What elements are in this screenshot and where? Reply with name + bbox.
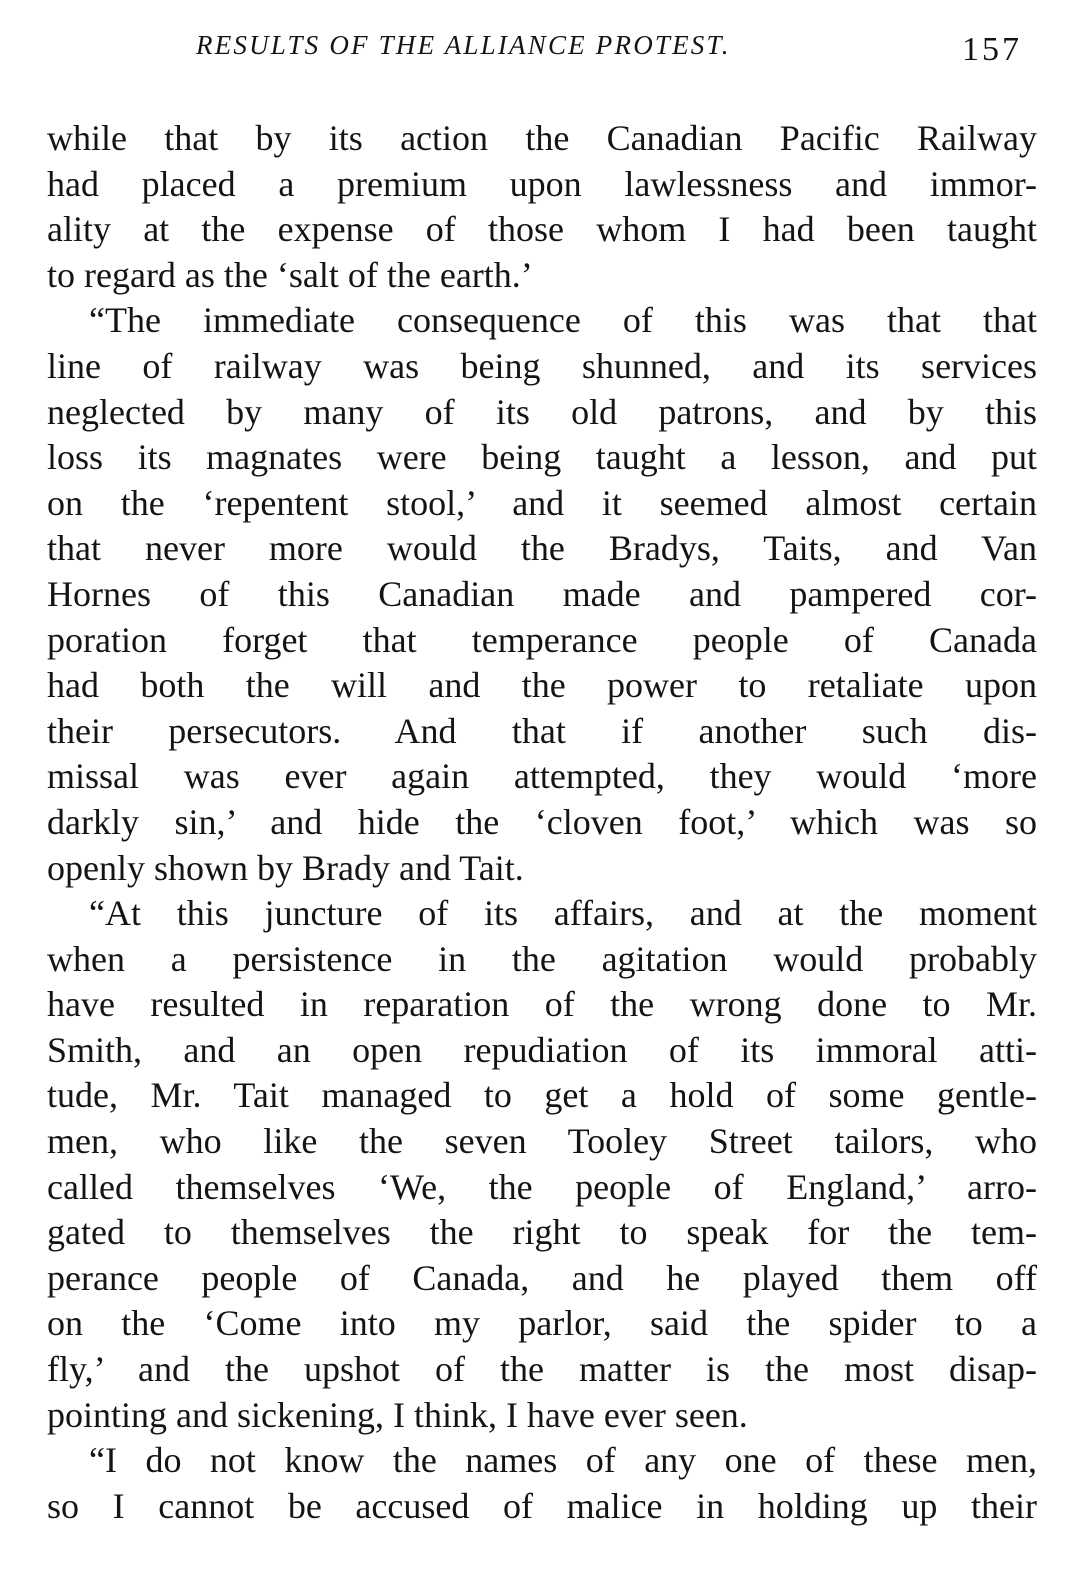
text-line: gated to themselves the right to speak for the tem-: [47, 1212, 1037, 1253]
text-line: when a persistence in the agitation would probably: [47, 938, 1037, 979]
text-line: had both the will and the power to retaliate upon: [47, 665, 1037, 706]
text-line: ality at the expense of those whom I had been taught: [47, 209, 1037, 250]
text-line: while that by its action the Canadian Pacific Railway: [47, 118, 1037, 158]
text-line: openly shown by Brady and Tait.: [47, 847, 524, 888]
text-line: so I cannot be accused of malice in holding up their: [47, 1485, 1037, 1526]
text-line: Smith, and an open repudiation of its immoral atti-: [47, 1029, 1037, 1070]
text-line: “At this juncture of its affairs, and at the moment: [89, 893, 1037, 934]
text-line: their persecutors. And that if another such dis-: [47, 710, 1037, 751]
text-line: neglected by many of its old patrons, and by this: [47, 391, 1037, 432]
text-line: pointing and sickening, I think, I have ever seen.: [47, 1394, 748, 1435]
running-head-title: RESULTS OF THE ALLIANCE PROTEST.: [196, 30, 731, 60]
text-line: on the ‘Come into my parlor, said the spider to a: [47, 1303, 1037, 1344]
text-line: on the ‘repentent stool,’ and it seemed almost certain: [47, 482, 1037, 523]
text-line: men, who like the seven Tooley Street tailors, who: [47, 1121, 1037, 1162]
text-line: Hornes of this Canadian made and pampered cor-: [47, 573, 1037, 614]
text-line: fly,’ and the upshot of the matter is the most disap-: [47, 1349, 1037, 1390]
text-line: loss its magnates were being taught a lesson, and put: [47, 437, 1037, 478]
text-line: tude, Mr. Tait managed to get a hold of some gentle-: [47, 1075, 1037, 1116]
body-text: [47, 116, 1037, 1529]
text-line: line of railway was being shunned, and its services: [47, 345, 1037, 386]
text-line: perance people of Canada, and he played them off: [47, 1257, 1037, 1298]
text-line: missal was ever again attempted, they would ‘more: [47, 756, 1037, 797]
text-line: “The immediate consequence of this was that that: [89, 300, 1037, 341]
text-line: to regard as the ‘salt of the earth.’: [47, 254, 533, 295]
text-line: poration forget that temperance people of Canada: [47, 619, 1037, 660]
text-line: have resulted in reparation of the wrong done to Mr.: [47, 984, 1037, 1025]
page-number: 157: [962, 31, 1022, 68]
text-line: darkly sin,’ and hide the ‘cloven foot,’ which was so: [47, 801, 1037, 842]
text-line: called themselves ‘We, the people of England,’ arro-: [47, 1166, 1037, 1207]
text-line: that never more would the Bradys, Taits, and Van: [47, 528, 1037, 569]
text-line: had placed a premium upon lawlessness and immor-: [47, 163, 1037, 204]
text-line: “I do not know the names of any one of these men,: [89, 1440, 1037, 1481]
